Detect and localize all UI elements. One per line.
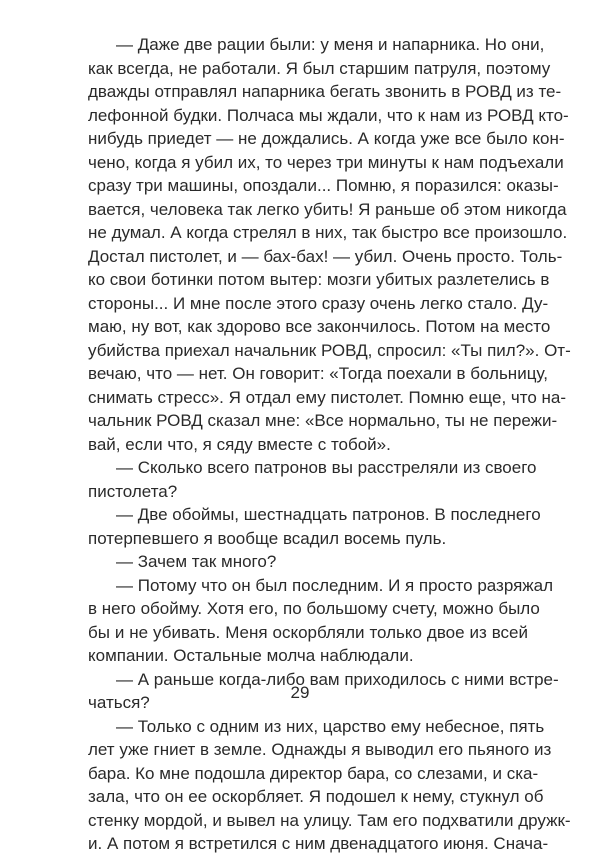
- text-line: бы и не убивать. Меня оскорбляли только двое из всей: [88, 622, 528, 642]
- text-line: вается, человека так легко убить! Я раньше об этом никогда: [88, 199, 567, 219]
- text-line: дважды отправлял напарника бегать звонить в РОВД из те-: [88, 82, 562, 101]
- text-line: стенку мордой, и вывел на улицу. Там его подхватили дружк-: [88, 810, 571, 830]
- text-line: чаться?: [88, 693, 150, 712]
- text-line: — Сколько всего патронов вы расстреляли из своего: [116, 458, 537, 477]
- text-line: чено, когда я убил их, то через три минуты к нам подъехали: [88, 152, 564, 172]
- text-line: стороны... И мне после этого сразу очень легко стало. Ду-: [88, 293, 549, 313]
- text-line: ко свои ботинки потом вытер: мозги убитых разлетелись в: [88, 270, 550, 289]
- text-line: чальник РОВД сказал мне: «Все нормально, ты не пережи-: [88, 411, 558, 430]
- text-line: — Только с одним из них, царство ему небесное, пять: [116, 716, 545, 736]
- text-line: в него обойму. Хотя его, по большому счету, можно было: [88, 599, 540, 618]
- text-line: — Зачем так много?: [116, 552, 277, 571]
- text-line: потерпевшего я вообще всадил восемь пуль.: [88, 528, 447, 548]
- body-text: [88, 33, 571, 856]
- text-line: — Потому что он был последним. И я просто разряжал: [116, 575, 554, 595]
- text-line: бара. Ко мне подошла директор бара, со слезами, и ска-: [88, 763, 539, 783]
- text-line: Достал пистолет, и — бах-бах! — убил. Очень просто. Толь-: [88, 246, 563, 266]
- text-line: — Даже две рации были: у меня и напарника. Но они,: [116, 35, 545, 54]
- text-line: маю, ну вот, как здорово все закончилось. Потом на место: [88, 317, 551, 336]
- text-line: — Две обоймы, шестнадцать патронов. В последнего: [116, 505, 541, 524]
- text-line: вечаю, что — нет. Он говорит: «Тогда поехали в больницу,: [88, 364, 548, 383]
- text-line: снимать стресс». Я отдал ему пистолет. Помню еще, что на-: [88, 387, 567, 407]
- text-line: вай, если что, я сяду вместе с тобой».: [88, 434, 391, 454]
- text-line: — А раньше когда-либо вам приходилось с ними встре-: [116, 669, 559, 689]
- text-line: зала, что он ее оскорбляет. Я подошел к нему, стукнул об: [88, 787, 544, 806]
- text-line: лефонной будки. Полчаса мы ждали, что к нам из РОВД кто-: [88, 105, 569, 125]
- text-line: сразу три машины, опоздали... Помню, я поразился: оказы-: [88, 176, 559, 195]
- text-line: убийства приехал начальник РОВД, спросил: «Ты пил?». От-: [88, 340, 571, 360]
- text-line: и. А потом я встретился с ним двенадцатого июня. Снача-: [88, 834, 549, 853]
- text-line: нибудь приедет — не дождались. А когда уже все было кон-: [88, 129, 565, 148]
- text-line: компании. Остальные молча наблюдали.: [88, 646, 414, 665]
- page-number: 29: [290, 683, 310, 702]
- text-line: как всегда, не работали. Я был старшим патруля, поэтому: [88, 58, 551, 78]
- text-line: лет уже гниет в земле. Однажды я выводил его пьяного из: [88, 740, 552, 759]
- text-line: не думал. А когда стрелял в них, так быстро все произошло.: [88, 223, 568, 242]
- text-line: пистолета?: [88, 481, 178, 501]
